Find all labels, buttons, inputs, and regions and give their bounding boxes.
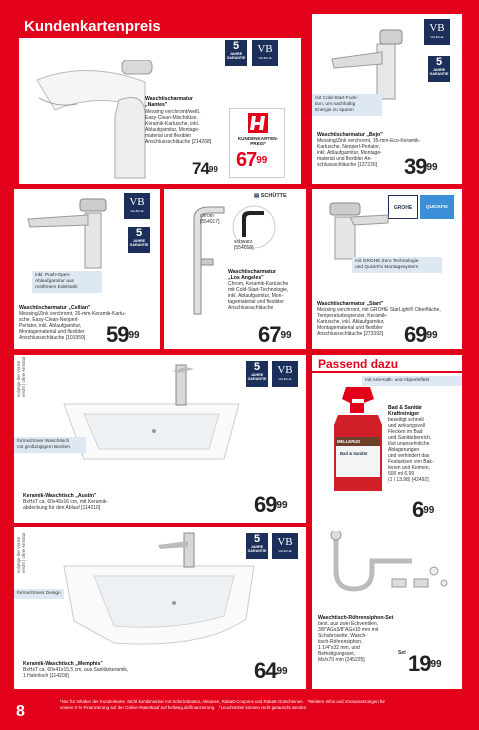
p4-price: $67^{99}$ bbox=[258, 322, 292, 347]
p8-price: $6^{99}$ bbox=[412, 497, 435, 522]
valblue-logo: VB VALBLUE bbox=[272, 361, 298, 387]
p7-desc: BxHxT ca. 60x41x15,5 cm, aus Sanitärkeramik, 1 Hahnloch [114209] bbox=[23, 667, 129, 679]
faucet-start-image bbox=[320, 197, 395, 262]
sink-memphis-image bbox=[54, 531, 264, 651]
schuette-mark-icon: ▤ bbox=[254, 193, 261, 199]
product-card-los-angeles bbox=[164, 189, 306, 349]
schuette-logo: ▤ SCHÜTTE bbox=[254, 193, 287, 199]
page-footer bbox=[0, 695, 479, 730]
product-card-austin bbox=[14, 355, 306, 523]
kundenkarte-price-box bbox=[229, 108, 285, 178]
p6-callout: formschöner Waschtisch mit großzügigem Becken bbox=[14, 437, 86, 453]
p9-set-label: Set bbox=[398, 650, 406, 656]
p4-variant-schwarz: schwarz [554018] bbox=[234, 239, 254, 251]
p5-name: Waschtischarmatur „Start" bbox=[317, 301, 384, 307]
product-card-start bbox=[312, 189, 462, 349]
p2-callout: mit Cold-Start-Funk- tion, um nachhaltig Energie zu sparen bbox=[312, 94, 382, 116]
accessories-panel bbox=[312, 355, 462, 689]
bottle-label: Bad & Sanitär bbox=[340, 451, 368, 456]
guarantee-badge: 5 JAHRE GARANTIE bbox=[246, 361, 268, 387]
hellweg-logo-icon bbox=[248, 113, 268, 133]
product-card-bejo bbox=[312, 14, 462, 184]
p3-desc: Messing/Zink verchromt, 26-mm-Keramik-Kartu- sche, Easy-Clean-Neoperl- Perlator, inkl. Ablaufgarnitur, Montagematerial und flexibler Anschlussschläuche [101959] bbox=[19, 311, 126, 341]
guarantee-badge: 5 JAHRE GARANTIE bbox=[128, 227, 150, 253]
p9-name: Waschtisch-Röhrensiphon-Set bbox=[318, 615, 394, 621]
hero-panel bbox=[19, 38, 301, 184]
grohe-logo: GROHE bbox=[388, 195, 418, 219]
p6-name: Keramik-Waschtisch „Austin" bbox=[23, 493, 97, 499]
p9-desc: best. aus zwei Eckventilen, 3/8"AGx3/8"AGx10 mm mit Schubrosette, Wasch- tisch-Röhrensiphon, 1 1/4"x32 mm, und Befestigungsset, Ms/x70 mm [245225] bbox=[318, 621, 379, 663]
p4-desc: Chrom, Keramik-Kartusche mit Cold-Start-Technologie, inkl. Ablaufgarnitur, Mon- tagematerial und flexibler Anschlussschläuche bbox=[228, 281, 289, 311]
p6-stock-note: solange der Vorrat reicht | ohne Armatur bbox=[16, 356, 26, 397]
valblue-logo: VB VALBLUE bbox=[424, 19, 450, 45]
p7-name: Keramik-Waschtisch „Memphis" bbox=[23, 661, 103, 667]
product-card-cellian bbox=[14, 189, 160, 349]
footer-note: *Nur für Inhaber der Kundenkarte. Nicht kombinierbar mit Sofortrabatten, Aktionen, Rabatt-Coupons und Rabatt-Gutscheinen. *Weitere Infos und Voraussetzungen für unsere 0 %-Finanzierung auf der Online-Ratenkauf auf hellweg.de/finanzierung. *Leuchtmittel können nicht getauscht werden. bbox=[60, 699, 386, 710]
p6-desc: BxHxT ca. 60x46x16 cm, mit Keramik- abdeckung für den Ablauf [114210] bbox=[23, 499, 108, 511]
valblue-logo: VB VALBLUE bbox=[272, 533, 298, 559]
p5-desc: Messing verchromt, mit GROHE StarLight® Oberfläche, Temperaturbegrenzer, Keramik- Kartusche, inkl. Ablaufgarnitur, Montagematerial und flexibler Anschlussschläuche [273392] bbox=[317, 307, 441, 337]
p2-desc: Messing/Zink verchromt, 35-mm-Eco-Keramik- Kartusche, Neoperl-Perlator, inkl. Ablaufgarnitur, Montage- material und flexibler An- schlussschläuche [127226] bbox=[317, 138, 421, 168]
guarantee-badge: 5 JAHRE GARANTIE bbox=[428, 56, 450, 82]
p7-callout: formschönes Design bbox=[14, 589, 64, 599]
guarantee-badge: 5 JAHRE GARANTIE bbox=[246, 533, 268, 559]
accessories-title: Passend dazu bbox=[312, 355, 462, 373]
page-number: 8 bbox=[16, 703, 25, 720]
p4-name: Waschtischarmatur „Los Angeles" bbox=[228, 269, 276, 281]
p8-callout: mit Anti-Kalk- und Abperleffekt bbox=[362, 376, 462, 386]
p1-price: $67^{99}$ bbox=[236, 149, 268, 171]
p1-desc: Messing verchromt/weiß, Easy-Clean-Mischdüse, Keramik-Kartusche, inkl. Ablaufgarnitur, Montage- material und flexibler Anschlussschläuche [214268] bbox=[145, 109, 212, 145]
p6-price: $69^{99}$ bbox=[254, 492, 288, 517]
hero-card bbox=[14, 14, 306, 184]
p3-name: Waschtischarmatur „Cellian" bbox=[19, 305, 91, 311]
p9-price: $19^{99}$ bbox=[408, 651, 442, 676]
siphon-set-image bbox=[322, 531, 452, 601]
faucet-cellian-image bbox=[20, 195, 120, 270]
p8-desc: beseitigt schnell und wirkungsvoll Flecken im Bad und Sanitärbereich, löst unansehnliche Ablagerungen und verhindert das Festsetzen von Bak- terien und Keimen, 500 ml 6.99 (1 l 13.98) [42492] bbox=[388, 417, 434, 483]
guarantee-badge: 5 JAHRE GARANTIE bbox=[225, 40, 247, 66]
valblue-logo: VB VALBLUE bbox=[252, 40, 278, 66]
quickfix-logo: QUICKFIX bbox=[420, 195, 454, 219]
p7-price: $64^{99}$ bbox=[254, 658, 288, 683]
p3-callout: inkl. Push-Open- Ablaufgarnitur aus rostfreiem Edelstahl bbox=[32, 271, 102, 293]
p3-price: $59^{99}$ bbox=[106, 322, 140, 347]
hero-title: Kundenkartenpreis bbox=[24, 18, 161, 35]
p1-name: Waschtischarmatur „Nantes" bbox=[145, 96, 193, 108]
kundenkarte-label: KUNDENKARTEN- PREIS* bbox=[237, 136, 279, 146]
faucet-bejo-image bbox=[322, 24, 417, 104]
p4-variant-chrom: chrom [554017] bbox=[200, 213, 220, 225]
p1-old-price: $74^{99}$ bbox=[192, 159, 218, 178]
product-card-memphis bbox=[14, 527, 306, 689]
bottle-brand: MELLERUD bbox=[337, 439, 361, 444]
p5-price: $69^{99}$ bbox=[404, 322, 438, 347]
p2-price: $39^{99}$ bbox=[404, 154, 438, 179]
p8-name: Bad & Sanitär Kraftreiniger bbox=[388, 405, 423, 417]
p7-stock-note: solange der Vorrat reicht | ohne Armatur bbox=[16, 532, 26, 573]
p5-callout: mit GROHE Zero Technologie und QuickFix Montagesystem bbox=[352, 257, 442, 273]
valblue-logo: VB VALBLUE bbox=[124, 193, 150, 219]
p2-name: Waschtischarmatur „Bejo" bbox=[317, 132, 383, 138]
